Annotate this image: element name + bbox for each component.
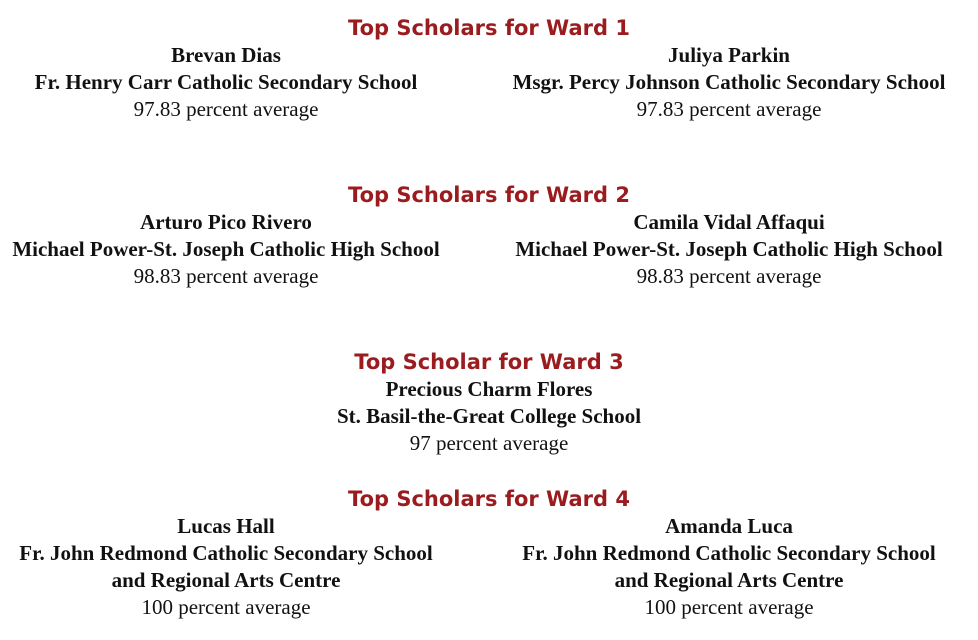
scholar-average: 97.83 percent average bbox=[133, 97, 319, 121]
ward-1-heading: Top Scholars for Ward 1 bbox=[348, 16, 630, 40]
ward-2-heading: Top Scholars for Ward 2 bbox=[348, 183, 630, 207]
scholar-name: Camila Vidal Affaqui bbox=[633, 210, 825, 234]
scholar-name: Brevan Dias bbox=[171, 43, 281, 67]
scholar-name: Arturo Pico Rivero bbox=[140, 210, 312, 234]
scholar-card bbox=[503, 42, 955, 123]
scholar-school: Fr. John Redmond Catholic Secondary School and Regional Arts Centre bbox=[522, 541, 936, 592]
scholar-name: Lucas Hall bbox=[177, 514, 275, 538]
scholar-average: 97 percent average bbox=[409, 431, 569, 455]
scholar-school: Michael Power-St. Joseph Catholic High School bbox=[12, 237, 440, 261]
scholar-card bbox=[503, 209, 955, 290]
scholar-card bbox=[0, 209, 452, 290]
scholar-name: Juliya Parkin bbox=[668, 43, 790, 67]
scholar-card bbox=[503, 513, 955, 621]
scholar-card bbox=[0, 42, 452, 123]
scholar-average: 100 percent average bbox=[644, 595, 814, 619]
scholar-card bbox=[0, 513, 452, 621]
scholar-school: St. Basil-the-Great College School bbox=[336, 404, 642, 428]
scholar-card bbox=[0, 376, 978, 457]
scholar-average: 97.83 percent average bbox=[636, 97, 822, 121]
scholar-average: 98.83 percent average bbox=[636, 264, 822, 288]
scholar-school: Michael Power-St. Joseph Catholic High School bbox=[515, 237, 943, 261]
scholar-school: Msgr. Percy Johnson Catholic Secondary School bbox=[512, 70, 946, 94]
scholar-average: 98.83 percent average bbox=[133, 264, 319, 288]
ward-3-heading: Top Scholar for Ward 3 bbox=[354, 350, 624, 374]
scholar-school: Fr. Henry Carr Catholic Secondary School bbox=[34, 70, 418, 94]
ward-4-heading: Top Scholars for Ward 4 bbox=[348, 487, 630, 511]
scholar-name: Amanda Luca bbox=[665, 514, 793, 538]
scholar-school: Fr. John Redmond Catholic Secondary School and Regional Arts Centre bbox=[19, 541, 433, 592]
scholar-name: Precious Charm Flores bbox=[385, 377, 593, 401]
scholar-average: 100 percent average bbox=[141, 595, 311, 619]
